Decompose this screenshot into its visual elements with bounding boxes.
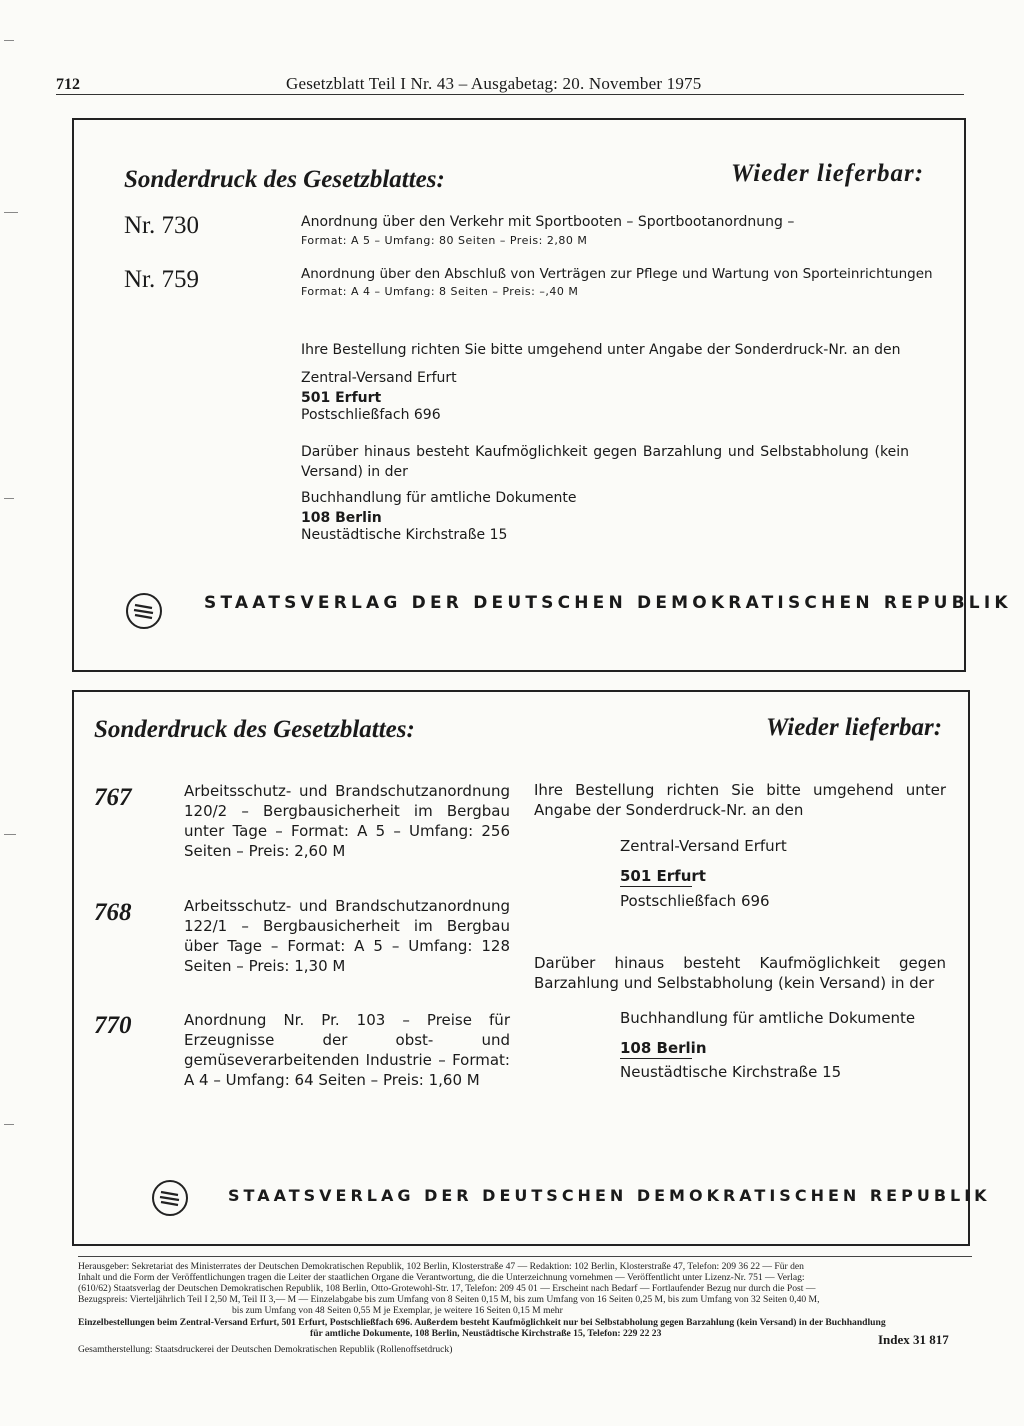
publisher-logo bbox=[152, 1180, 188, 1216]
margin-mark bbox=[4, 1124, 14, 1125]
box1-item-title: Anordnung über den Abschluß von Verträgen zur Pflege und Wartung von Sporteinrichtungen bbox=[301, 266, 933, 282]
box2-item-number: 770 bbox=[94, 1012, 132, 1039]
box1-address-box: Postschließfach 696 bbox=[301, 407, 441, 423]
box2-address-box: Postschließfach 696 bbox=[620, 892, 770, 910]
header-title: Gesetzblatt Teil I Nr. 43 – Ausgabetag: 20. November 1975 bbox=[286, 74, 702, 93]
box2-item-text: Arbeitsschutz- und Brandschutzanordnung 122/1 – Bergbausicherheit im Bergbau über Tage – Format: A 5 – Umfang: 128 Seiten – Preis: 1,30 M bbox=[184, 897, 510, 975]
box1-item-number: Nr. 759 bbox=[124, 266, 199, 293]
box2-address-name: Zentral-Versand Erfurt bbox=[620, 837, 787, 855]
header-rule bbox=[56, 94, 964, 95]
box1-purchase-text: Darüber hinaus besteht Kaufmöglichkeit gegen Barzahlung und Selbstabholung (kein Versand) in der bbox=[301, 444, 909, 480]
imprint-line: (610/62) Staatsverlag der Deutschen Demokratischen Republik, 108 Berlin, Otto-Grotewohl-Str. 17, Telefon: 209 45 01 — Erscheint nach Bedarf — Fortlaufender Bezug nur durch die Post — bbox=[78, 1283, 816, 1294]
box2-heading: Sonderdruck des Gesetzblattes: bbox=[94, 716, 415, 743]
box2-purchase-text: Darüber hinaus besteht Kaufmöglichkeit gegen Barzahlung und Selbstabholung (kein Versand) in der bbox=[534, 954, 946, 992]
box2-shop-street: Neustädtische Kirchstraße 15 bbox=[620, 1063, 842, 1081]
box1-heading: Sonderdruck des Gesetzblattes: bbox=[124, 166, 445, 193]
box2-shop-city-rule bbox=[620, 1058, 692, 1059]
imprint-line: Einzelbestellungen beim Zentral-Versand Erfurt, 501 Erfurt, Postschließfach 696. Außerdem besteht Kaufmöglichkeit nur bei Selbstabholung gegen Barzahlung (kein Versand) in der Buchhandlung bbox=[78, 1317, 886, 1328]
box2-address-city-rule bbox=[620, 886, 692, 887]
box1-order-text: Ihre Bestellung richten Sie bitte umgehend unter Angabe der Sonderdruck-Nr. an den bbox=[301, 342, 901, 358]
box1-shop-street: Neustädtische Kirchstraße 15 bbox=[301, 527, 508, 543]
box1-item-title: Anordnung über den Verkehr mit Sportbooten – Sportbootanordnung – bbox=[301, 214, 795, 230]
box2-availability: Wieder lieferbar: bbox=[766, 714, 943, 741]
box2-address-city: 501 Erfurt bbox=[620, 867, 706, 885]
box2-order-text: Ihre Bestellung richten Sie bitte umgehend unter Angabe der Sonderdruck-Nr. an den bbox=[534, 781, 946, 819]
box1-item-details: Format: A 4 – Umfang: 8 Seiten – Preis: –,40 M bbox=[301, 285, 579, 298]
box2-shop-city: 108 Berlin bbox=[620, 1039, 707, 1057]
margin-mark bbox=[4, 40, 14, 41]
footer-rule bbox=[78, 1256, 972, 1257]
margin-mark bbox=[4, 212, 18, 213]
publisher-logo bbox=[126, 593, 162, 629]
box2-item-number: 768 bbox=[94, 899, 132, 926]
index-number: Index 31 817 bbox=[878, 1332, 949, 1347]
box1-publisher: STAATSVERLAG DER DEUTSCHEN DEMOKRATISCHEN REPUBLIK bbox=[204, 593, 1012, 613]
box2-publisher: STAATSVERLAG DER DEUTSCHEN DEMOKRATISCHEN REPUBLIK bbox=[228, 1186, 991, 1205]
imprint-line: bis zum Umfang von 48 Seiten 0,55 M je Exemplar, je weitere 16 Seiten 0,15 M mehr bbox=[232, 1305, 563, 1316]
imprint-line: Herausgeber: Sekretariat des Ministerrates der Deutschen Demokratischen Republik, 102 Berlin, Klosterstraße 47 — Redaktion: 102 Berlin, Klosterstraße 47, Telefon: 209 36 22 — Für den bbox=[78, 1261, 804, 1272]
page-number: 712 bbox=[56, 76, 80, 93]
margin-mark bbox=[4, 834, 16, 835]
box1-address-name: Zentral-Versand Erfurt bbox=[301, 370, 457, 386]
box1-shop-city: 108 Berlin bbox=[301, 510, 382, 526]
box1-item-details: Format: A 5 – Umfang: 80 Seiten – Preis: 2,80 M bbox=[301, 234, 588, 247]
box2-item-number: 767 bbox=[94, 784, 132, 811]
box1-shop-name: Buchhandlung für amtliche Dokumente bbox=[301, 490, 577, 506]
box2-shop-name: Buchhandlung für amtliche Dokumente bbox=[620, 1009, 916, 1027]
box2-item-text: Anordnung Nr. Pr. 103 – Preise für Erzeugnisse der obst- und gemüseverarbeitenden Industrie – Format: A 4 – Umfang: 64 Seiten – Preis: 1,60 M bbox=[184, 1011, 510, 1089]
imprint-line: Bezugspreis: Vierteljährlich Teil I 2,50 M, Teil II 3,— M — Einzelabgabe bis zum Umfang von 8 Seiten 0,15 M, bis zum Umfang von 16 Seiten 0,25 M, bis zum Umfang von 32 Seiten 0,40 M, bbox=[78, 1294, 820, 1305]
imprint-line: Gesamtherstellung: Staatsdruckerei der Deutschen Demokratischen Republik (Rollenoffsetdruck) bbox=[78, 1344, 453, 1355]
box1-availability: Wieder lieferbar: bbox=[731, 160, 925, 187]
imprint-line: Inhalt und die Form der Veröffentlichungen tragen die Leiter der staatlichen Organe die Verantwortung, die die Unterzeichnung vornehmen — Veröffentlicht unter Lizenz-Nr. 751 — Verlag: bbox=[78, 1272, 805, 1283]
margin-mark bbox=[4, 498, 14, 499]
special-print-box-1 bbox=[72, 118, 966, 672]
box1-item-number: Nr. 730 bbox=[124, 212, 199, 239]
imprint-line: für amtliche Dokumente, 108 Berlin, Neustädtische Kirchstraße 15, Telefon: 229 22 23 bbox=[310, 1328, 662, 1339]
box1-address-city: 501 Erfurt bbox=[301, 390, 382, 406]
box2-item-text: Arbeitsschutz- und Brandschutzanordnung 120/2 – Bergbausicherheit im Bergbau unter Tage – Format: A 5 – Umfang: 256 Seiten – Preis: 2,60 M bbox=[184, 782, 510, 860]
